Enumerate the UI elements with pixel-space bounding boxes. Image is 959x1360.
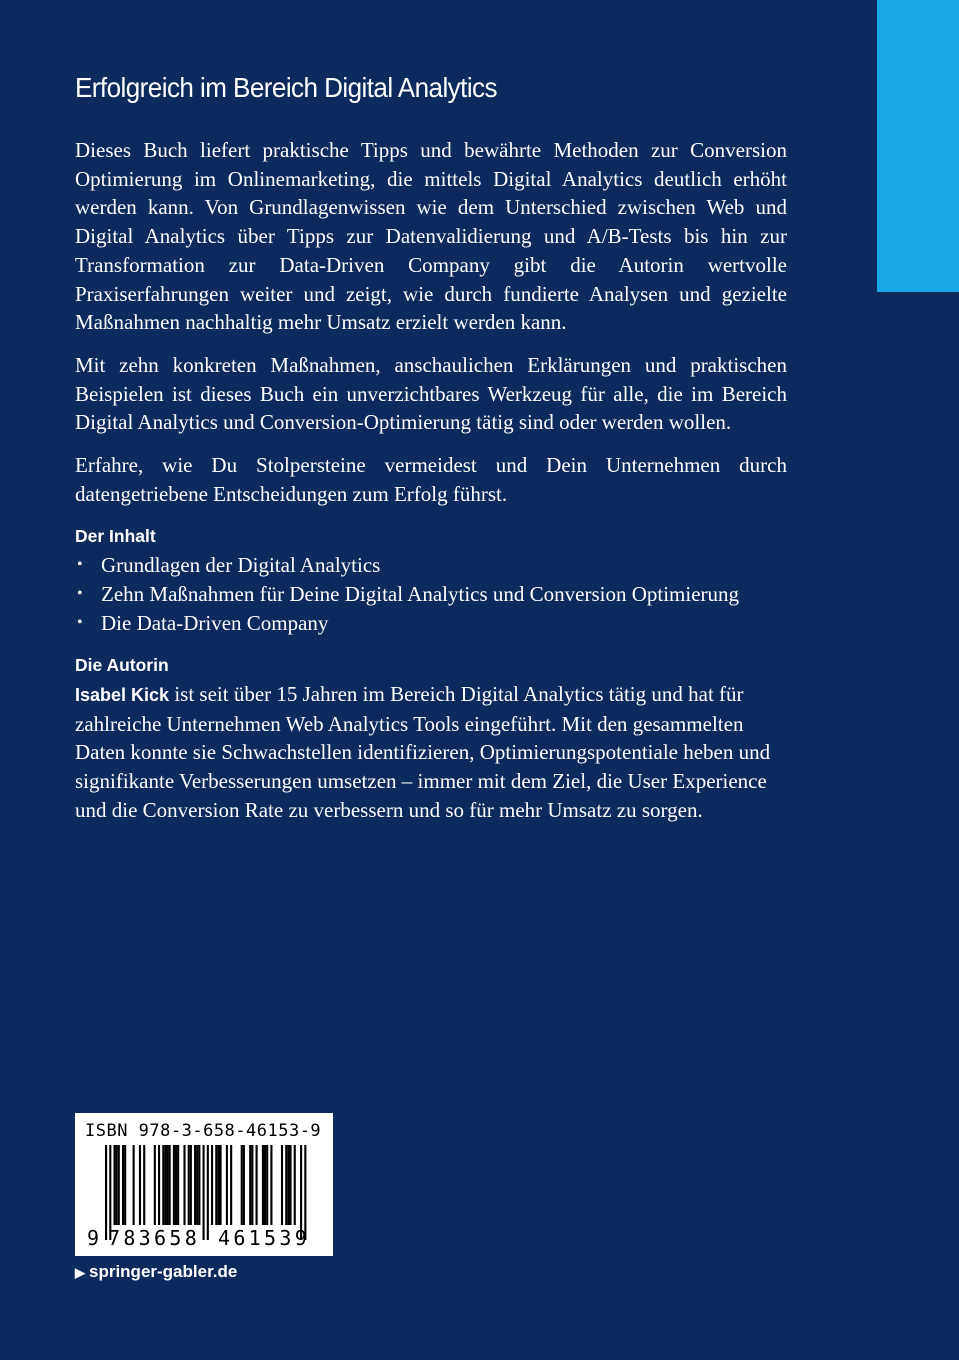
barcode-bar bbox=[139, 1145, 141, 1225]
list-item: • Die Data-Driven Company bbox=[75, 609, 787, 638]
barcode-bar bbox=[256, 1145, 258, 1225]
barcode-bar bbox=[241, 1145, 243, 1225]
barcode-bar bbox=[281, 1145, 283, 1225]
publisher-link[interactable] bbox=[75, 1262, 237, 1282]
accent-bar bbox=[877, 0, 959, 292]
barcode-bar bbox=[196, 1145, 198, 1225]
page-title: Erfolgreich im Bereich Digital Analytics bbox=[75, 72, 497, 103]
barcode-bar bbox=[287, 1145, 289, 1225]
barcode-bar bbox=[158, 1145, 160, 1225]
barcode-bar bbox=[198, 1145, 200, 1225]
barcode-bar bbox=[124, 1145, 126, 1225]
author-bio bbox=[75, 680, 787, 825]
author-name: Isabel Kick bbox=[75, 684, 170, 705]
barcode-bar bbox=[188, 1145, 190, 1225]
contents-list bbox=[75, 551, 787, 637]
call-to-action-paragraph: Erfahre, wie Du Stolpersteine vermeidest und Dein Unternehmen durch datengetriebene Entscheidungen zum Erfolg führst. bbox=[75, 453, 787, 506]
barcode-bar bbox=[175, 1145, 177, 1225]
barcode-bar bbox=[169, 1145, 171, 1225]
barcode-bar bbox=[217, 1145, 219, 1225]
barcode-bar bbox=[264, 1145, 266, 1225]
intro-paragraph: Dieses Buch liefert praktische Tipps und bewährte Methoden zur Conversion Optimierung im Onlinemarketing, die mittels Digital Analytics deutlich erhöht werden kann. Von Grundlagenwissen wie dem Unterschied zwischen Web und Digital Analytics über Tipps zur Datenvalidierung und A/B-Tests bis hin zur Transformation zur Data-Driven Company gibt die Autorin wertvolle Praxiserfahrungen weiter und zeigt, wie durch fundierte Analysen und gezielte Maßnahmen nachhaltig mehr Umsatz erzielt werden kann. bbox=[75, 138, 787, 335]
barcode-bar bbox=[173, 1145, 175, 1225]
barcode-bar bbox=[294, 1145, 296, 1225]
barcode-bar bbox=[154, 1145, 156, 1225]
barcode-bar bbox=[122, 1145, 124, 1225]
barcode-bar bbox=[262, 1145, 264, 1225]
barcode-bar bbox=[166, 1145, 168, 1225]
barcode-bar bbox=[143, 1145, 145, 1225]
barcode-bar bbox=[243, 1145, 245, 1225]
ean-digits bbox=[75, 1226, 333, 1252]
barcode-bar bbox=[113, 1145, 115, 1225]
contents-heading: Der Inhalt bbox=[75, 526, 156, 547]
barcode-bar bbox=[116, 1145, 118, 1225]
barcode-bar bbox=[183, 1145, 185, 1225]
ean-left-group: 783658 bbox=[108, 1226, 201, 1250]
isbn-label: ISBN 978-3-658-46153-9 bbox=[85, 1121, 322, 1141]
author-heading: Die Autorin bbox=[75, 655, 169, 676]
target-audience-paragraph: Mit zehn konkreten Maßnahmen, anschaulichen Erklärungen und praktischen Beispielen ist dieses Buch ein unverzichtbares Werkzeug für alle, die im Bereich Digital Analytics und Conversion-Optimierung tätig sind oder werden wollen. bbox=[75, 352, 787, 435]
barcode-bar bbox=[162, 1145, 164, 1225]
barcode-bar bbox=[133, 1145, 135, 1225]
list-item: • Zehn Maßnahmen für Deine Digital Analytics und Conversion Optimierung bbox=[75, 580, 787, 609]
barcode-bar bbox=[251, 1145, 253, 1225]
barcode-bar bbox=[230, 1145, 232, 1225]
play-arrow-icon: ▶ bbox=[75, 1265, 85, 1280]
barcode-bar bbox=[215, 1145, 217, 1225]
ean-right-group: 461539 bbox=[218, 1226, 311, 1250]
isbn-barcode bbox=[75, 1113, 333, 1256]
barcode-bar bbox=[118, 1145, 120, 1225]
author-bio-text: ist seit über 15 Jahren im Bereich Digital Analytics tätig und hat für zahlreiche Unternehmen Web Analytics Tools eingeführt. Mit den gesammelten Daten konnte sie Schwachstellen identifizieren, Optimierungspotentiale heben und signifikante Verbesserungen umsetzen – immer mit dem Ziel, die User Experience und die Conversion Rate zu verbessern und so für mehr Umsatz zu sorgen. bbox=[75, 681, 771, 822]
barcode-bar bbox=[226, 1145, 228, 1225]
barcode-bar bbox=[164, 1145, 166, 1225]
barcode-bar bbox=[177, 1145, 179, 1225]
barcode-bar bbox=[190, 1145, 192, 1225]
barcode-bar bbox=[266, 1145, 268, 1225]
barcode-bar bbox=[194, 1145, 196, 1225]
publisher-url: springer-gabler.de bbox=[89, 1262, 238, 1281]
barcode-bar bbox=[285, 1145, 287, 1225]
barcode-bar bbox=[289, 1145, 291, 1225]
barcode-bar bbox=[211, 1145, 213, 1225]
barcode-bar bbox=[249, 1145, 251, 1225]
back-cover-text bbox=[75, 136, 787, 838]
ean-first-digit: 9 bbox=[87, 1226, 100, 1250]
barcode-bar bbox=[270, 1145, 272, 1225]
barcode-bar bbox=[219, 1145, 221, 1225]
list-item: • Grundlagen der Digital Analytics bbox=[75, 551, 787, 580]
